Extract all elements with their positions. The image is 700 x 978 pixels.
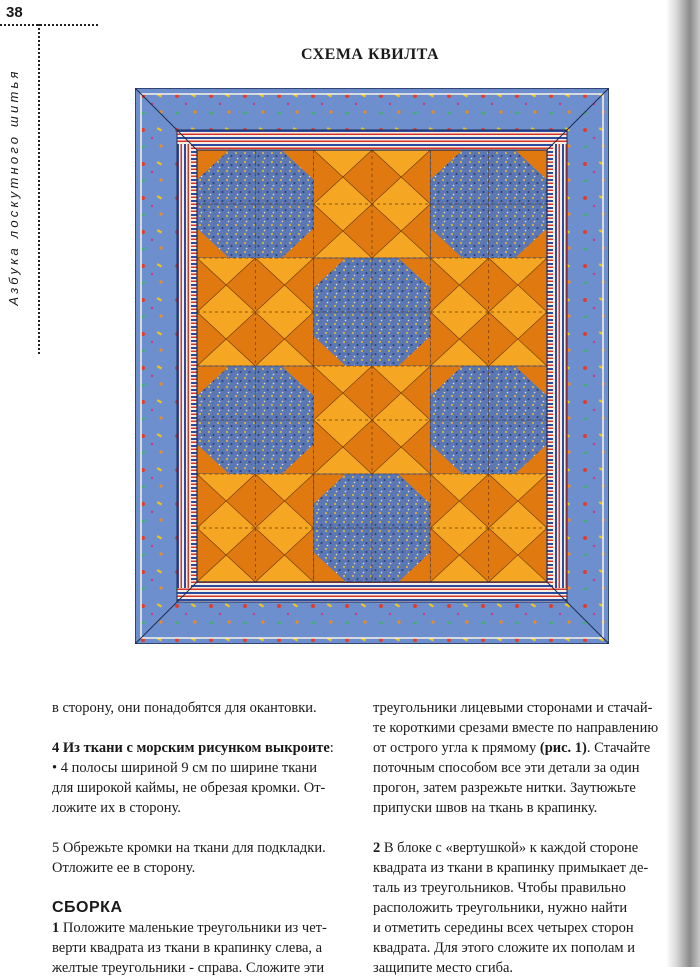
- text-line: для широкой каймы, не обрезая кромки. От-: [52, 780, 326, 796]
- figure-ref: (рис. 1): [539, 740, 587, 756]
- section-heading: СБОРКА: [52, 899, 123, 916]
- text-line: 1 Положите маленькие треугольники из чет-: [52, 920, 327, 936]
- text-line: и отметить середины всех четырех сторон: [373, 920, 634, 936]
- text-line: прогон, затем разрежьте нитки. Заутюжьте: [373, 780, 636, 796]
- text-line: припуски швов на ткань в крапинку.: [373, 800, 598, 816]
- running-head: Азбука лоскутного шитья: [6, 68, 21, 306]
- quilt-center-blocks: [197, 150, 547, 582]
- quilt-illustration: [135, 88, 609, 644]
- text-line: верти квадрата из ткани в крапинку слева, а: [52, 940, 323, 956]
- text-line: таль из треугольников. Чтобы правильно: [373, 880, 626, 896]
- text-line: желтые треугольники - справа. Сложите эти: [52, 960, 325, 976]
- text-column-right: [373, 698, 673, 978]
- text-line: • 4 полосы шириной 9 см по ширине ткани: [52, 760, 317, 776]
- dotted-rule-side: [38, 24, 40, 354]
- page-number: 38: [6, 4, 23, 21]
- figure-title: СХЕМА КВИЛТА: [300, 46, 440, 63]
- text-line: защипите место сгиба.: [373, 960, 514, 976]
- paragraph: в сторону, они понадобятся для окантовки.: [52, 700, 317, 716]
- text-line: ложите их в сторону.: [52, 800, 181, 816]
- text-line: Отложите ее в сторону.: [52, 860, 196, 876]
- step-4-heading: 4 Из ткани с морским рисунком выкроите: [52, 740, 330, 756]
- text-line: квадрата из ткани в крапинку примыкает де-: [373, 860, 649, 876]
- text-line: расположить треугольники, нужно найти: [373, 900, 628, 916]
- text-column-left: [52, 698, 352, 978]
- text-line: треугольники лицевыми сторонами и стачай-: [373, 700, 653, 716]
- text-line: те короткими срезами вместе по направлению: [373, 720, 659, 736]
- text-line: поточным способом все эти детали за один: [373, 760, 640, 776]
- text-line: от острого угла к прямому (рис. 1). Стачайте: [373, 740, 651, 756]
- text-line: 5 Обрежьте кромки на ткани для подкладки.: [52, 840, 326, 856]
- text-line: квадрата. Для этого сложите их пополам и: [373, 940, 635, 956]
- text-line: 2 В блоке с «вертушкой» к каждой стороне: [373, 840, 639, 856]
- paragraph-step-4: 4 Из ткани с морским рисунком выкроите:: [52, 740, 334, 756]
